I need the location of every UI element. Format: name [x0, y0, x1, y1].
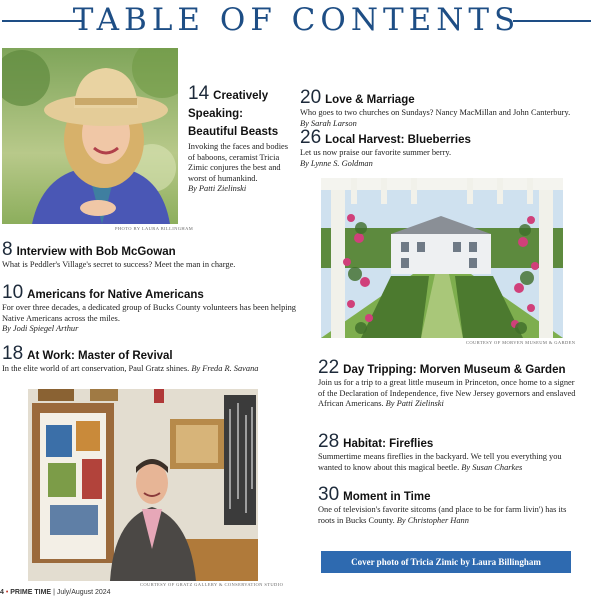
toc-entry-22-head	[318, 358, 578, 377]
toc-entry-10[interactable]	[2, 283, 302, 335]
photo-credit-gratz: COURTESY OF GRATZ GALLERY & CONSERVATION STUDIO	[140, 582, 284, 587]
article-byline: By Sarah Larson	[300, 118, 357, 128]
article-desc-text: Summertime means fireflies in the backyard. We tell you everything you wanted to know about this magical beetle.	[318, 452, 562, 472]
footer-bullet: •	[5, 589, 9, 596]
page-number: 20	[300, 87, 322, 108]
article-title: Habitat: Fireflies	[343, 438, 434, 450]
footer-issue: July/August 2024	[56, 589, 111, 596]
article-description	[188, 142, 292, 195]
article-title: Day Tripping: Morven Museum & Garden	[343, 364, 566, 376]
page-number: 18	[2, 343, 24, 364]
toc-entry-26[interactable]	[300, 128, 590, 169]
article-desc-text: What is Peddler's Village's secret to success? Meet the man in charge.	[2, 260, 236, 270]
article-title: Interview with Bob McGowan	[16, 246, 176, 258]
article-title: At Work: Master of Revival	[27, 350, 173, 362]
article-desc-text: For over three decades, a dedicated group of Bucks County volunteers has been helping Native Americans across the miles.	[2, 303, 296, 323]
article-byline: By Jodi Spiegel Arthur	[2, 324, 79, 334]
footer-divider: |	[53, 589, 55, 596]
article-byline: By Freda R. Savana	[191, 364, 259, 374]
footer-magazine: PRIME TIME	[10, 589, 52, 596]
article-desc-text: Join us for a trip to a great little museum in Princeton, once home to a signer of the Declaration of Independence, five New Jersey governors and enslaved African Americans.	[318, 378, 576, 409]
article-title: Love & Marriage	[325, 94, 415, 106]
toc-entry-26-head	[300, 128, 590, 147]
toc-entry-8[interactable]	[2, 240, 302, 271]
article-desc-text: Invoking the faces and bodies of baboons, ceramist Tricia Zimic conjures the best and worst of humankind.	[188, 142, 289, 183]
toc-entry-18-head	[2, 344, 302, 363]
toc-entry-18[interactable]	[2, 344, 302, 375]
photo-tricia-zimic	[2, 48, 178, 224]
toc-entry-14[interactable]	[188, 84, 292, 195]
toc-entry-20[interactable]	[300, 88, 590, 129]
photo-credit-zimic: PHOTO BY LAURA BILLINGHAM	[115, 226, 194, 231]
article-description	[2, 260, 302, 271]
photo-morven-garden	[321, 178, 563, 338]
article-title: Local Harvest: Blueberries	[325, 134, 471, 146]
article-byline: By Patti Zielinski	[188, 184, 247, 193]
toc-entry-28[interactable]	[318, 432, 578, 473]
article-description	[318, 505, 578, 526]
toc-entry-30-head	[318, 485, 578, 504]
garden-illustration	[321, 178, 563, 338]
article-title: Moment in Time	[343, 491, 431, 503]
article-byline: By Lynne S. Goldman	[300, 158, 373, 168]
portrait-illustration	[2, 48, 178, 224]
article-byline: By Susan Charkes	[461, 462, 523, 472]
page-footer	[0, 589, 111, 596]
article-byline: By Patti Zielinski	[385, 399, 444, 409]
article-description	[300, 148, 590, 169]
page-number: 10	[2, 282, 24, 303]
article-desc-text: One of television's favorite sitcoms (and place to be for farm livin') has its roots in Bucks County.	[318, 505, 567, 525]
toc-entry-8-head	[2, 240, 302, 259]
toc-entry-10-head	[2, 283, 302, 302]
article-title: Americans for Native Americans	[27, 289, 204, 301]
page-number: 30	[318, 484, 340, 505]
article-desc-text: Let us now praise our favorite summer berry.	[300, 148, 452, 158]
article-desc-text: Who goes to two churches on Sundays? Nancy MacMillan and John Canterbury.	[300, 108, 571, 118]
article-description	[300, 108, 590, 129]
toc-entry-30[interactable]	[318, 485, 578, 526]
page-number: 14	[188, 83, 210, 104]
article-byline: By Christopher Hann	[396, 515, 469, 525]
article-title: Creatively Speaking: Beautiful Beasts	[188, 90, 279, 138]
page-number: 8	[2, 239, 13, 260]
photo-paul-gratz	[28, 389, 258, 581]
page-number: 28	[318, 431, 340, 452]
article-description	[318, 452, 578, 473]
toc-entry-22[interactable]	[318, 358, 578, 410]
article-description	[2, 364, 302, 375]
toc-entry-14-head	[188, 84, 292, 140]
footer-page-number: 4	[0, 589, 4, 596]
page-number: 22	[318, 357, 340, 378]
gratz-illustration	[28, 389, 258, 581]
article-desc-text: In the elite world of art conservation, Paul Gratz shines.	[2, 364, 190, 374]
article-description	[2, 303, 302, 335]
photo-credit-garden: COURTESY OF MORVEN MUSEUM & GARDEN	[466, 340, 576, 345]
cover-credit-box: Cover photo of Tricia Zimic by Laura Billingham	[321, 551, 571, 573]
page-title: TABLE OF CONTENTS	[72, 2, 521, 38]
article-description	[318, 378, 578, 410]
page-number: 26	[300, 127, 322, 148]
toc-entry-28-head	[318, 432, 578, 451]
toc-entry-20-head	[300, 88, 590, 107]
